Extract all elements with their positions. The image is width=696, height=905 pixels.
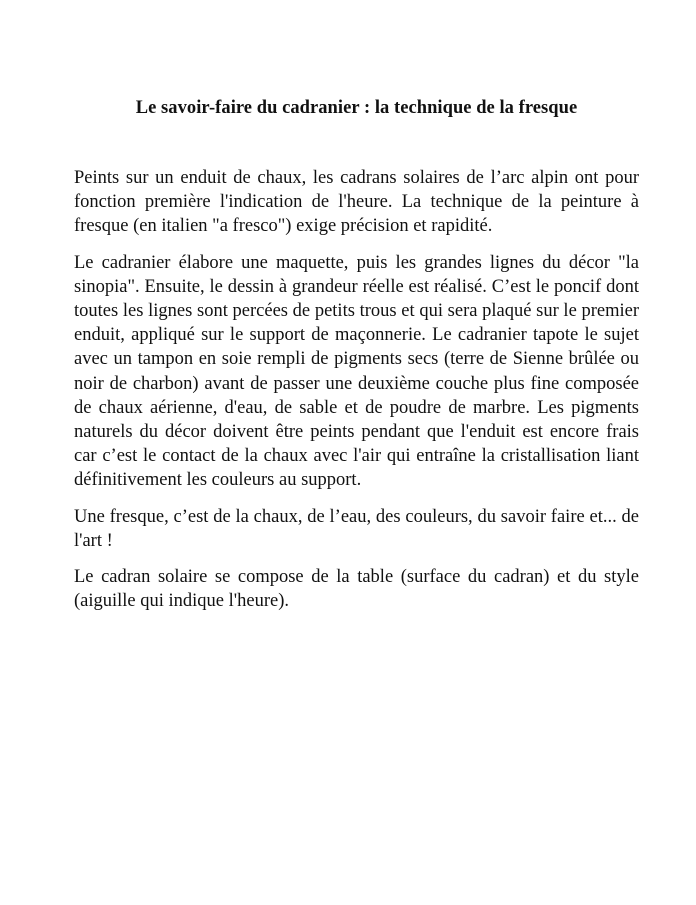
paragraph-cadran-composition: Le cadran solaire se compose de la table (surface du cadran) et du style (aiguille qui indique l'heure). <box>74 567 639 612</box>
document-page <box>74 96 639 625</box>
page-title: Le savoir-faire du cadranier : la technique de la fresque <box>135 98 578 118</box>
paragraph-fresque-definition: Une fresque, c’est de la chaux, de l’eau, des couleurs, du savoir faire et... de l'art ! <box>74 506 639 551</box>
paragraph-intro: Peints sur un enduit de chaux, les cadrans solaires de l’arc alpin ont pour fonction première l'indication de l'heure. La technique de la peinture à fresque (en italien "a fresco") exige précision et rapidité. <box>74 168 639 237</box>
paragraph-process: Le cadranier élabore une maquette, puis les grandes lignes du décor "la sinopia". Ensuite, le dessin à grandeur réelle est réalisé. C’est le poncif dont toutes les lignes sont percées de petits trous et qui sera plaqué sur le premier enduit, appliqué sur le support de maçonnerie. Le cadranier tapote le sujet avec un tampon en soie rempli de pigments secs (terre de Sienne brûlée ou noir de charbon) avant de passer une deuxième couche plus fine composée de chaux aérienne, d'eau, de sable et de poudre de marbre. Les pigments naturels du décor doivent être peints pendant que l'enduit est encore frais car c’est le contact de la chaux avec l'air qui entraîne la cristallisation liant définitivement les couleurs au support. <box>74 252 639 491</box>
